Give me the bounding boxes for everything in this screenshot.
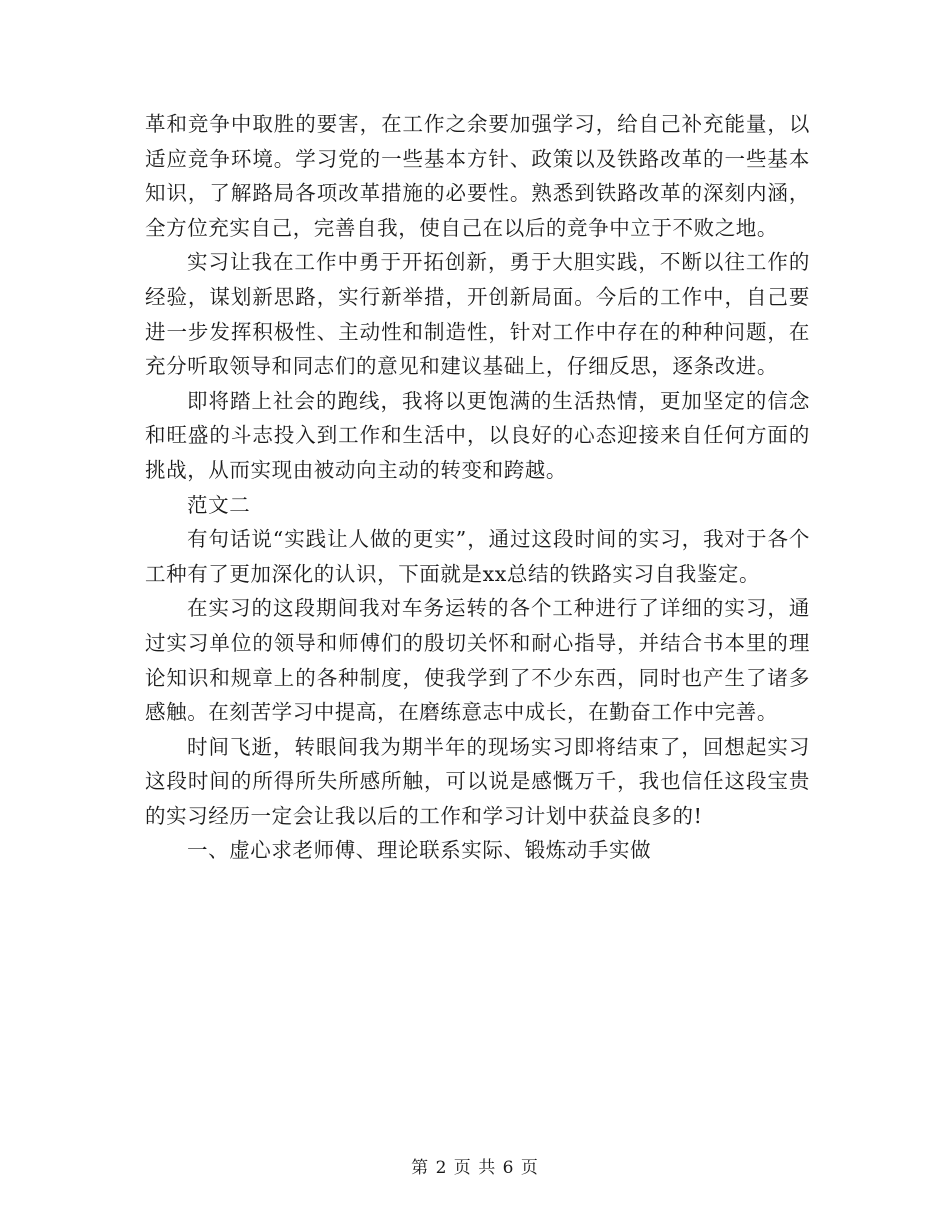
page-number-footer: 第 2 页 共 6 页 — [411, 1158, 539, 1178]
paragraph-3: 即将踏上社会的跑线，我将以更饱满的生活热情，更加坚定的信念和旺盛的斗志投入到工作和生活中，以良好的心态迎接来自任何方面的挑战，从而实现由被动向主动的转变和跨越。 — [145, 388, 810, 482]
paragraph-6: 在实习的这段期间我对车务运转的各个工种进行了详细的实习，通过实习单位的领导和师傅们的殷切关怀和耐心指导，并结合书本里的理论知识和规章上的各种制度，使我学到了不少东西，同时也产生了诸多感触。在刻苦学习中提高，在磨练意志中成长，在勤奋工作中完善。 — [145, 596, 810, 725]
document-body — [145, 107, 810, 868]
paragraph-5: 有句话说“实践让人做的更实”，通过这段时间的实习，我对于各个工种有了更加深化的认识，下面就是xx总结的铁路实习自我鉴定。 — [145, 527, 810, 586]
section-heading-example-two: 范文二 — [187, 492, 251, 517]
subheading-one: 一、虚心求老师傅、理论联系实际、锻炼动手实做 — [187, 838, 652, 863]
paragraph-7: 时间飞逝，转眼间我为期半年的现场实习即将结束了，回想起实习这段时间的所得所失所感所触，可以说是感慨万千，我也信任这段宝贵的实习经历一定会让我以后的工作和学习计划中获益良多的! — [145, 734, 810, 828]
paragraph-1: 革和竞争中取胜的要害，在工作之余要加强学习，给自己补充能量，以适应竞争环境。学习党的一些基本方针、政策以及铁路改革的一些基本知识，了解路局各项改革措施的必要性。熟悉到铁路改革的深刻内涵，全方位充实自己，完善自我，使自己在以后的竞争中立于不败之地。 — [145, 112, 810, 240]
paragraph-2: 实习让我在工作中勇于开拓创新，勇于大胆实践，不断以往工作的经验，谋划新思路，实行新举措，开创新局面。今后的工作中，自己要进一步发挥积极性、主动性和制造性，针对工作中存在的种种问题，在充分听取领导和同志们的意见和建议基础上，仔细反思，逐条改进。 — [145, 250, 810, 379]
